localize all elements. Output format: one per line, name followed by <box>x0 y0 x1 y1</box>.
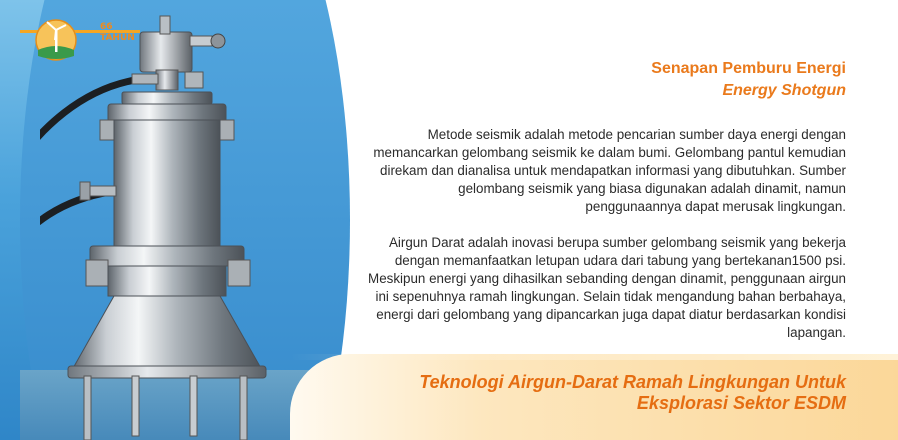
airgun-device-photo <box>40 10 340 440</box>
article-title: Senapan Pemburu Energi <box>651 60 846 77</box>
paragraph-2: Airgun Darat adalah inovasi berupa sumber gelombang seismik yang bekerja dengan memanfaatkan letupan udara dari tabung yang bertekanan1500 psi. Meskipun energi yang dihasilkan sebanding dengan dinamit, penggunaan airgun ini sepenuhnya ramah lingkungan. Selain tidak mengandung bahan berbahaya, energi dari gelombang yang dipancarkan juga dapat diatur berdasarkan kondisi lapangan. <box>368 235 846 340</box>
article-subtitle: Energy Shotgun <box>722 82 846 99</box>
banner-title-line-1: Teknologi Airgun-Darat Ramah Lingkungan Untuk <box>419 372 846 392</box>
logo-text-line-2: TAHUN <box>100 33 135 43</box>
logo-text <box>100 22 140 44</box>
banner-title-line-2: Eksplorasi Sektor ESDM <box>636 393 846 413</box>
paragraph-1: Metode seismik adalah metode pencarian sumber daya energi dengan memancarkan gelombang seismik ke dalam bumi. Gelombang pantul kemudian direkam dan dianalisa untuk mendapatkan informasi yang dibutuhkan. Sumber gelombang seismik yang biasa digunakan adalah dinamit, namun penggunaannya dapat merusak lingkungan. <box>373 127 846 214</box>
logo-text-line-1: 66 <box>100 22 113 32</box>
banner-title <box>326 372 846 414</box>
